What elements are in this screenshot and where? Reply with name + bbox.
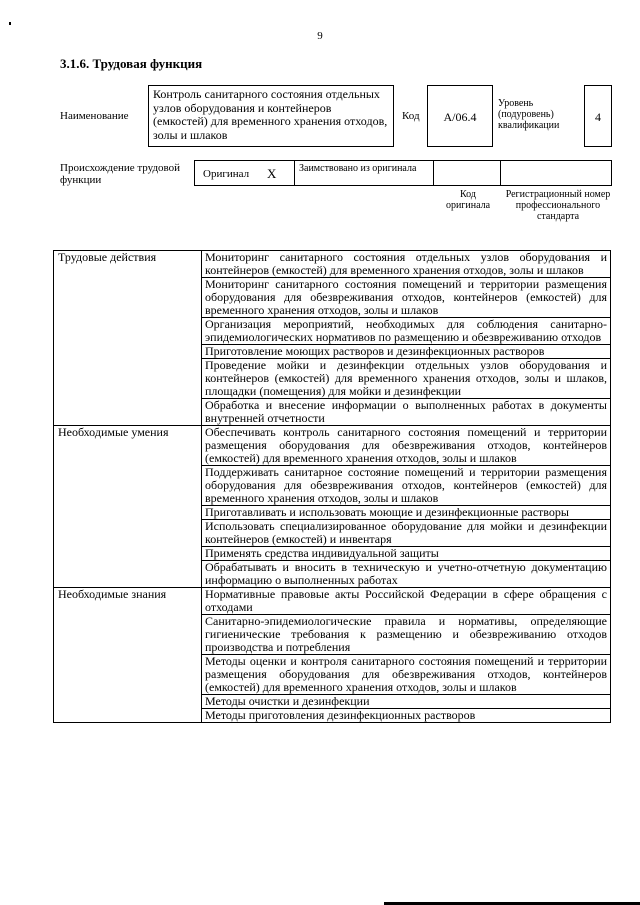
level-value-box [584, 85, 612, 147]
table-item: Организация мероприятий, необходимых для соблюдения санитарно-эпидемиологических нормативов по размещению и обезвреживанию отходов [202, 318, 611, 345]
origin-code-cell [433, 160, 501, 186]
borrowed-label: Заимствовано из оригинала [299, 163, 417, 174]
table-item: Методы очистки и дезинфекции [202, 695, 611, 709]
code-label: Код [402, 110, 420, 122]
name-value-box [148, 85, 394, 147]
table-item: Методы приготовления дезинфекционных растворов [202, 709, 611, 723]
table-item: Обеспечивать контроль санитарного состояния помещений и территории размещения оборудования для обезвреживания отходов, контейнеров (емкостей) для временного хранения отходов, золы и шлаков [202, 426, 611, 466]
section-title: 3.1.6. Трудовая функция [60, 56, 203, 71]
origin-borrowed-cell [294, 160, 434, 186]
level-label: Уровень (подуровень) квалификации [498, 98, 560, 131]
code-value: А/06.4 [443, 110, 477, 124]
original-mark: X [267, 166, 277, 181]
table-item: Использовать специализированное оборудование для мойки и дезинфекции контейнеров (емкостей) и инвентаря [202, 520, 611, 547]
table-item: Санитарно-эпидемиологические правила и нормативы, определяющие гигиенические требования к размещению и обезвреживанию отходов производства и потребления [202, 615, 611, 655]
table-item: Методы оценки и контроля санитарного состояния помещений и территории размещения оборудования для обезвреживания отходов, контейнеров (емкостей) для временного хранения отходов, золы и шлаков [202, 655, 611, 695]
table-item: Обрабатывать и вносить в техническую и учетно-отчетную документацию информацию о выполненных работах [202, 561, 611, 588]
category-cell: Необходимые знания [54, 588, 202, 723]
origin-original-cell [194, 160, 295, 186]
table-item: Нормативные правовые акты Российской Федерации в сфере обращения с отходами [202, 588, 611, 615]
origin-reg-cell [500, 160, 612, 186]
table-item: Применять средства индивидуальной защиты [202, 547, 611, 561]
origin-label: Происхождение трудовой функции [60, 162, 181, 186]
table-item: Обработка и внесение информации о выполненных работах в документы внутренней отчетности [202, 399, 611, 426]
category-cell: Трудовые действия [54, 251, 202, 426]
reg-number-caption: Регистрационный номер профессионального стандарта [505, 189, 611, 222]
name-value: Контроль санитарного состояния отдельных узлов оборудования и контейнеров (емкостей) для временного хранения отходов, золы и шлаков [153, 87, 388, 142]
code-value-box [427, 85, 493, 147]
table-item: Мониторинг санитарного состояния отдельных узлов оборудования и контейнеров (емкостей) для временного хранения отходов, золы и шлаков [202, 251, 611, 278]
table-item: Приготовление моющих растворов и дезинфекционных растворов [202, 345, 611, 359]
category-cell: Необходимые умения [54, 426, 202, 588]
function-table [53, 250, 611, 723]
name-label: Наименование [60, 110, 129, 122]
table-item: Мониторинг санитарного состояния помещений и территории размещения оборудования для обезвреживания отходов, контейнеров (емкостей) для временного хранения отходов, золы и шлаков [202, 278, 611, 318]
table-item: Поддерживать санитарное состояние помещений и территории размещения оборудования для обезвреживания отходов, контейнеров (емкостей) для временного хранения отходов, золы и шлаков [202, 466, 611, 506]
scan-mark-left [9, 22, 11, 25]
level-value: 4 [595, 110, 601, 124]
code-original-caption: Код оригинала [445, 189, 491, 211]
page-number: 9 [317, 30, 323, 42]
table-item: Проведение мойки и дезинфекции отдельных узлов оборудования и контейнеров (емкостей) для временного хранения отходов, золы и шлаков, площадки (помещения) для мойки и дезинфекции [202, 359, 611, 399]
original-label: Оригинал [203, 168, 250, 180]
table-item: Приготавливать и использовать моющие и дезинфекционные растворы [202, 506, 611, 520]
